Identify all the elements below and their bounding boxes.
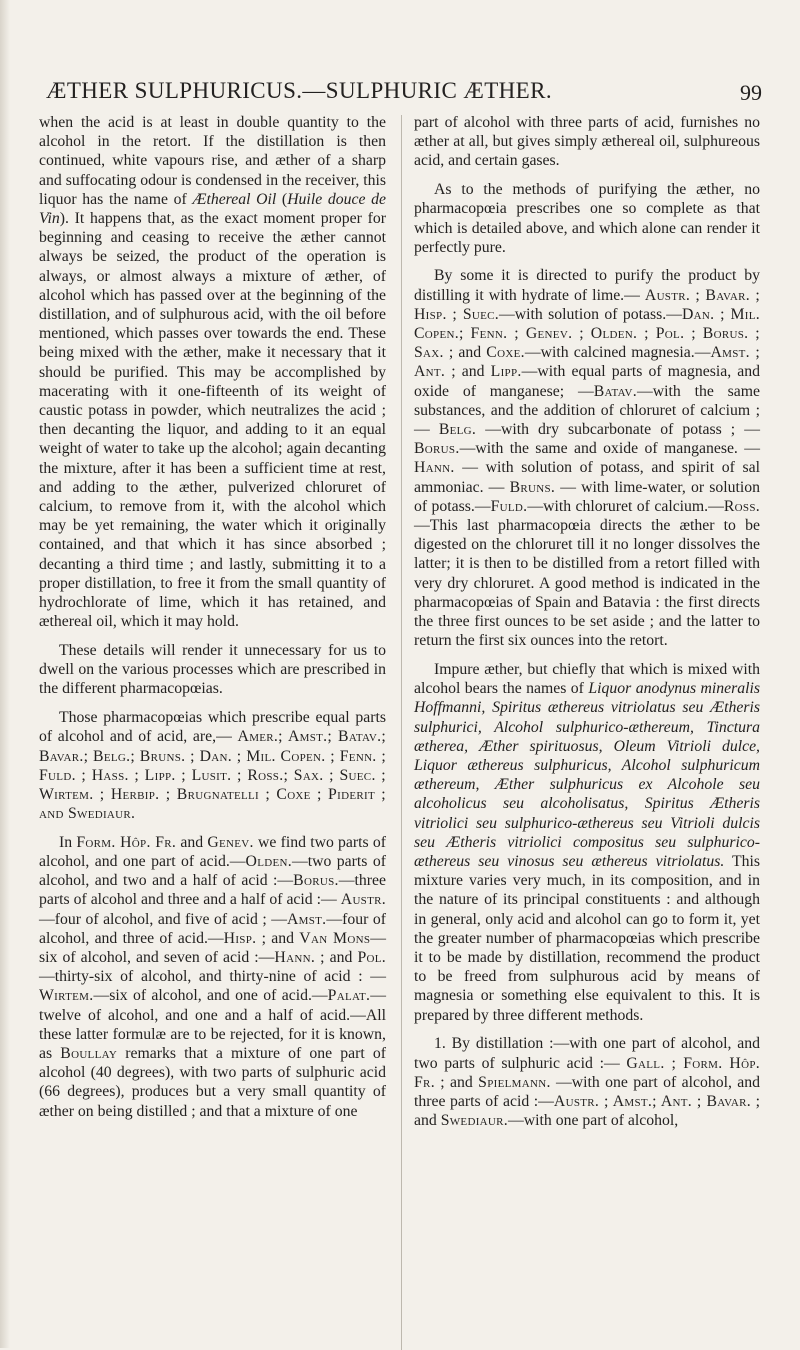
left-paragraph-4: In Form. Hôp. Fr. and Genev. we find two parts of alcohol, and one part of acid.—Olden.—two parts of alcohol, and two and a half of acid :—Borus.—three parts of alcohol and three and a half of acid :— Austr.—four of alcohol, and five of acid ; —Amst.—four of alcohol, and three of acid.—Hisp. ; and Van Mons—six of alcohol, and seven of acid :—Hann. ; and Pol.—thirty-six of alcohol, and thirty-nine of acid : — Wirtem.—six of alcohol, and one of acid.—Palat.—twelve of alcohol, and one and a half of acid.—All these latter formulæ are to be rejected, for it is known, as Boullay remarks that a mixture of one part of alcohol (40 degrees), with two parts of sulphuric acid (66 degrees), produces but a very small quantity of æther on being distilled ; and that a mixture of one [39,833,386,1120]
left-column [39,113,386,1121]
left-paragraph-2: These details will render it unnecessary for us to dwell on the various processes which are prescribed in the different pharmacopœias. [39,641,386,698]
page-edge-shadow [0,0,10,1348]
term-aethereal-oil: Æthereal Oil [192,190,277,208]
right-paragraph-3: By some it is directed to purify the product by distilling it with hydrate of lime.— Austr. ; Bavar. ; Hisp. ; Suec.—with solution of potass.—Dan. ; Mil. Copen.; Fenn. ; Genev. ; Olden. ; Pol. ; Borus. ; Sax. ; and Coxe.—with calcined magnesia.—Amst. ; Ant. ; and Lipp.—with equal parts of magnesia, and oxide of manganese; —Batav.—with the same substances, and the addition of chloruret of calcium ;— Belg. —with dry subcarbonate of potass ; —Borus.—with the same and oxide of manganese. — Hann. — with solution of potass, and spirit of sal ammoniac. — Bruns. — with lime-water, or solution of potass.—Fuld.—with chloruret of calcium.—Ross.—This last pharmacopœia directs the æther to be digested on the chloruret till it no longer dissolves the latter; it is then to be distilled from a retort filled with very dry chloruret. A good method is indicated in the pharmacopœias of Spain and Batavia : the first directs the three first ounces to be set aside ; and the latter to return the first six ounces into the retort. [414,267,760,650]
right-paragraph-1: part of alcohol with three parts of acid, furnishes no æther at all, but gives simply æthereal oil, sulphureous acid, and certain gases. [414,114,760,170]
pharmacopoeia-list: Amer.; Amst.; Batav.; Bavar.; Belg.; Bruns. ; Dan. ; Mil. Copen. ; Fenn. ; Fuld. ; Hass. ; Lipp. ; Lusit. ; Ross.; Sax. ; Suec. ; Wirtem. ; Herbip. ; Brugnatelli ; Coxe ; Piderit ; and Swediaur. [39,728,386,823]
right-paragraph-2: As to the methods of purifying the æther, no pharmacopœia prescribes one so complete as that which is detailed above, and which alone can render it perfectly pure. [414,181,760,256]
left-paragraph-3: Those pharmacopœias which prescribe equal parts of alcohol and of acid, are,— Amer.; Amst.; Batav.; Bavar.; Belg.; Bruns. ; Dan. ; Mil. Copen. ; Fenn. ; Fuld. ; Hass. ; Lipp. ; Lusit. ; Ross.; Sax. ; Suec. ; Wirtem. ; Herbip. ; Brugnatelli ; Coxe ; Piderit ; and Swediaur. [39,709,386,823]
right-column [414,113,760,1130]
running-header [46,78,762,104]
column-divider [401,115,402,1350]
right-paragraph-4: Impure æther, but chiefly that which is mixed with alcohol bears the names of Liquor anodynus mineralis Hoffmanni, Spiritus æthereus vitriolatus seu Ætheris sulphurici, Alcohol sulphurico-æthereum, Tinctura ætherea, Æther spirituosus, Oleum Vitrioli dulce, Liquor æthereus sulphuricus, Alcohol sulphuricum æthereum, Æther sulphuricus ex Alcohole seu alcoholicus seu alcoholisatus, Spiritus Ætheris vitriolici seu sulphurico-æthereus seu Vitrioli dulcis seu Ætheris vitriolici compositus seu sulphurico-æthereus seu vinosus seu æthereus vitriolatus. This mixture varies very much, in its composition, and in the nature of its principal constituents : and although in general, only acid and alcohol can go to form it, yet the greater number of pharmacopœias which prescribe it to be made by distillation, recommend the product to be freed from sulphurous acid by means of magnesia or something else equivalent to this. It is prepared by three different methods. [414,660,761,1024]
left-paragraph-1: when the acid is at least in double quantity to the alcohol in the retort. If the distillation is then continued, white vapours rise, and æther of a sharp and suffocating odour is condensed in the receiver, this liquor has the name of Æthereal Oil (Huile douce de Vin). It happens that, as the exact moment proper for beginning and ceasing to receive the æther cannot always be seized, the product of the operation is always, or almost always a mixture of æther, of alcohol which has passed over at the beginning of the distillation, and of sulphurous acid, with the oil before mentioned, which passes over towards the end. These being mixed with the æther, make it necessary that it should be purified. This may be accomplished by macerating with it one-fifteenth of its weight of caustic potass in powder, which neutralizes the acid ; then decanting the liquor, and adding to it an equal weight of water to take up the alcohol; again decanting the mixture, after it has been a sufficient time at rest, and adding to the æther, pulverized chloruret of calcium, to remove from it, with the alcohol which may be yet remaining, the water which it originally contained, and that which it has since absorbed ; decanting a third time ; and lastly, submitting it to a proper distillation, to free it from the small quantity of hydrochlorate of lime, which it has retained, and æthereal oil, which it may hold. [39,114,386,631]
synonym-list: Liquor anodynus mineralis Hoffmanni, Spiritus æthereus vitriolatus seu Ætheris sulphurici, Alcohol sulphurico-æthereum, Tinctura ætherea, Æther spirituosus, Oleum Vitrioli dulce, Liquor æthereus sulphuricus, Alcohol sulphuricum æthereum, Æther sulphuricus ex Alcohole seu alcoholicus seu alcoholisatus, Spiritus Ætheris vitriolici seu sulphurico-æthereus seu Vitrioli dulcis seu Ætheris vitriolici compositus seu sulphurico-æthereus seu vinosus seu æthereus vitriolatus. [414,680,761,871]
term-huile-douce: Huile douce de Vin [39,190,386,228]
header-title: ÆTHER SULPHURICUS.—SULPHURIC ÆTHER. [46,78,553,103]
page-number: 99 [740,80,762,105]
right-paragraph-5: 1. By distillation :—with one part of alcohol, and two parts of sulphuric acid :— Gall. ; Form. Hôp. Fr. ; and Spielmann. —with one part of alcohol, and three parts of acid :—Austr. ; Amst.; Ant. ; Bavar. ; and Swediaur.—with one part of alcohol, [414,1035,760,1130]
